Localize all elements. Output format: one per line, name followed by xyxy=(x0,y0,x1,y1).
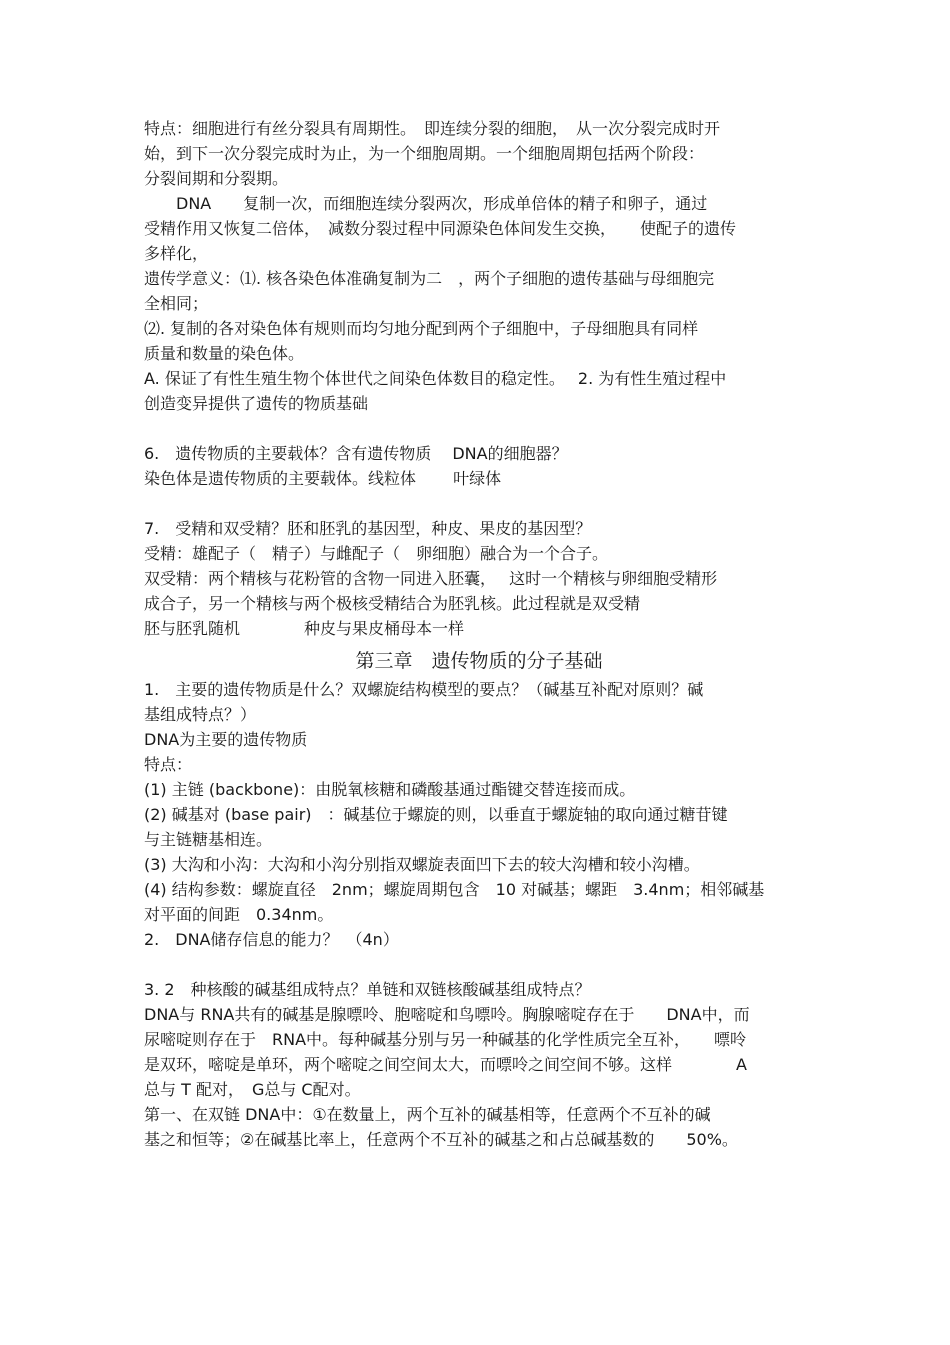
text-line: 质量和数量的染色体。 xyxy=(144,344,305,363)
text-line: DNA为主要的遗传物质 xyxy=(144,730,308,749)
text-line: 受精：雄配子（ 精子）与雌配子（ 卵细胞）融合为一个合子。 xyxy=(144,544,609,563)
text-line: 染色体是遗传物质的主要载体。线粒体 叶绿体 xyxy=(144,469,502,488)
text-line: (1) 主链 (backbone)：由脱氧核糖和磷酸基通过酯键交替连接而成。 xyxy=(144,780,636,799)
blank-line xyxy=(144,952,814,977)
text-line: 全相同； xyxy=(144,294,209,313)
text-line: 与主链糖基相连。 xyxy=(144,830,273,849)
text-line: 基之和恒等；②在碱基比率上，任意两个不互补的碱基之和占总碱基数的 50%。 xyxy=(144,1130,738,1149)
text-line: A. 保证了有性生殖生物个体世代之间染色体数目的稳定性。 2. 为有性生殖过程中 xyxy=(144,369,727,388)
text-line: 第一、在双链 DNA中：①在数量上，两个互补的碱基相等，任意两个不互补的碱 xyxy=(144,1105,711,1124)
question-7: 7. 受精和双受精？胚和胚乳的基因型，种皮、果皮的基因型？ xyxy=(144,519,592,538)
blank-line xyxy=(144,416,814,441)
text-line: 受精作用又恢复二倍体， 减数分裂过程中同源染色体间发生交换， 使配子的遗传 xyxy=(144,219,737,238)
text-line: (2) 碱基对 (base pair) ：碱基位于螺旋的则，以垂直于螺旋轴的取向通过糖苷键 xyxy=(144,805,728,824)
question-1: 1. 主要的遗传物质是什么？双螺旋结构模型的要点？（碱基互补配对原则？碱 xyxy=(144,680,704,699)
text-line: 对平面的间距 0.34nm。 xyxy=(144,905,334,924)
text-line: (3) 大沟和小沟：大沟和小沟分别指双螺旋表面凹下去的较大沟槽和较小沟槽。 xyxy=(144,855,700,874)
text-line: 尿嘧啶则存在于 RNA中。每种碱基分别与另一种碱基的化学性质完全互补， 嘌呤 xyxy=(144,1030,747,1049)
text-line: 遗传学意义：⑴. 核各染色体准确复制为二 ，两个子细胞的遗传基础与母细胞完 xyxy=(144,269,715,288)
text-line: 特点：细胞进行有丝分裂具有周期性。 即连续分裂的细胞， 从一次分裂完成时开 xyxy=(144,119,721,138)
chapter-title: 第三章 遗传物质的分子基础 xyxy=(355,650,603,672)
text-line: 分裂间期和分裂期。 xyxy=(144,169,289,188)
text-line: 是双环，嘧啶是单环，两个嘧啶之间空间太大，而嘌呤之间空间不够。这样 A xyxy=(144,1055,747,1074)
text-line: 创造变异提供了遗传的物质基础 xyxy=(144,394,369,413)
document-page xyxy=(144,116,814,1152)
text-line: 总与 T 配对， G总与 C配对。 xyxy=(144,1080,361,1099)
text-line: 基组成特点？） xyxy=(144,705,257,724)
question-6: 6. 遗传物质的主要载体？含有遗传物质 DNA的细胞器？ xyxy=(144,444,568,463)
text-line: DNA与 RNA共有的碱基是腺嘌呤、胞嘧啶和鸟嘌呤。胸腺嘧啶存在于 DNA中，而 xyxy=(144,1005,750,1024)
text-line: ⑵. 复制的各对染色体有规则而均匀地分配到两个子细胞中，子母细胞具有同样 xyxy=(144,319,699,338)
text-line: (4) 结构参数：螺旋直径 2nm；螺旋周期包含 10 对碱基；螺距 3.4nm；相邻碱基 xyxy=(144,880,765,899)
text-line: 特点： xyxy=(144,755,193,774)
question-3: 3. 2 种核酸的碱基组成特点？单链和双链核酸碱基组成特点？ xyxy=(144,980,591,999)
text-line: 始，到下一次分裂完成时为止，为一个细胞周期。一个细胞周期包括两个阶段： xyxy=(144,144,705,163)
blank-line xyxy=(144,491,814,516)
text-line: 胚与胚乳随机 种皮与果皮桶母本一样 xyxy=(144,619,465,638)
text-line: 成合子，另一个精核与两个极核受精结合为胚乳核。此过程就是双受精 xyxy=(144,594,641,613)
text-line: DNA 复制一次，而细胞连续分裂两次，形成单倍体的精子和卵子，通过 xyxy=(144,194,708,213)
text-line: 双受精：两个精核与花粉管的含物一同进入胚囊， 这时一个精核与卵细胞受精形 xyxy=(144,569,718,588)
text-line: 多样化， xyxy=(144,244,209,263)
question-2: 2. DNA储存信息的能力？ （4n） xyxy=(144,930,399,949)
